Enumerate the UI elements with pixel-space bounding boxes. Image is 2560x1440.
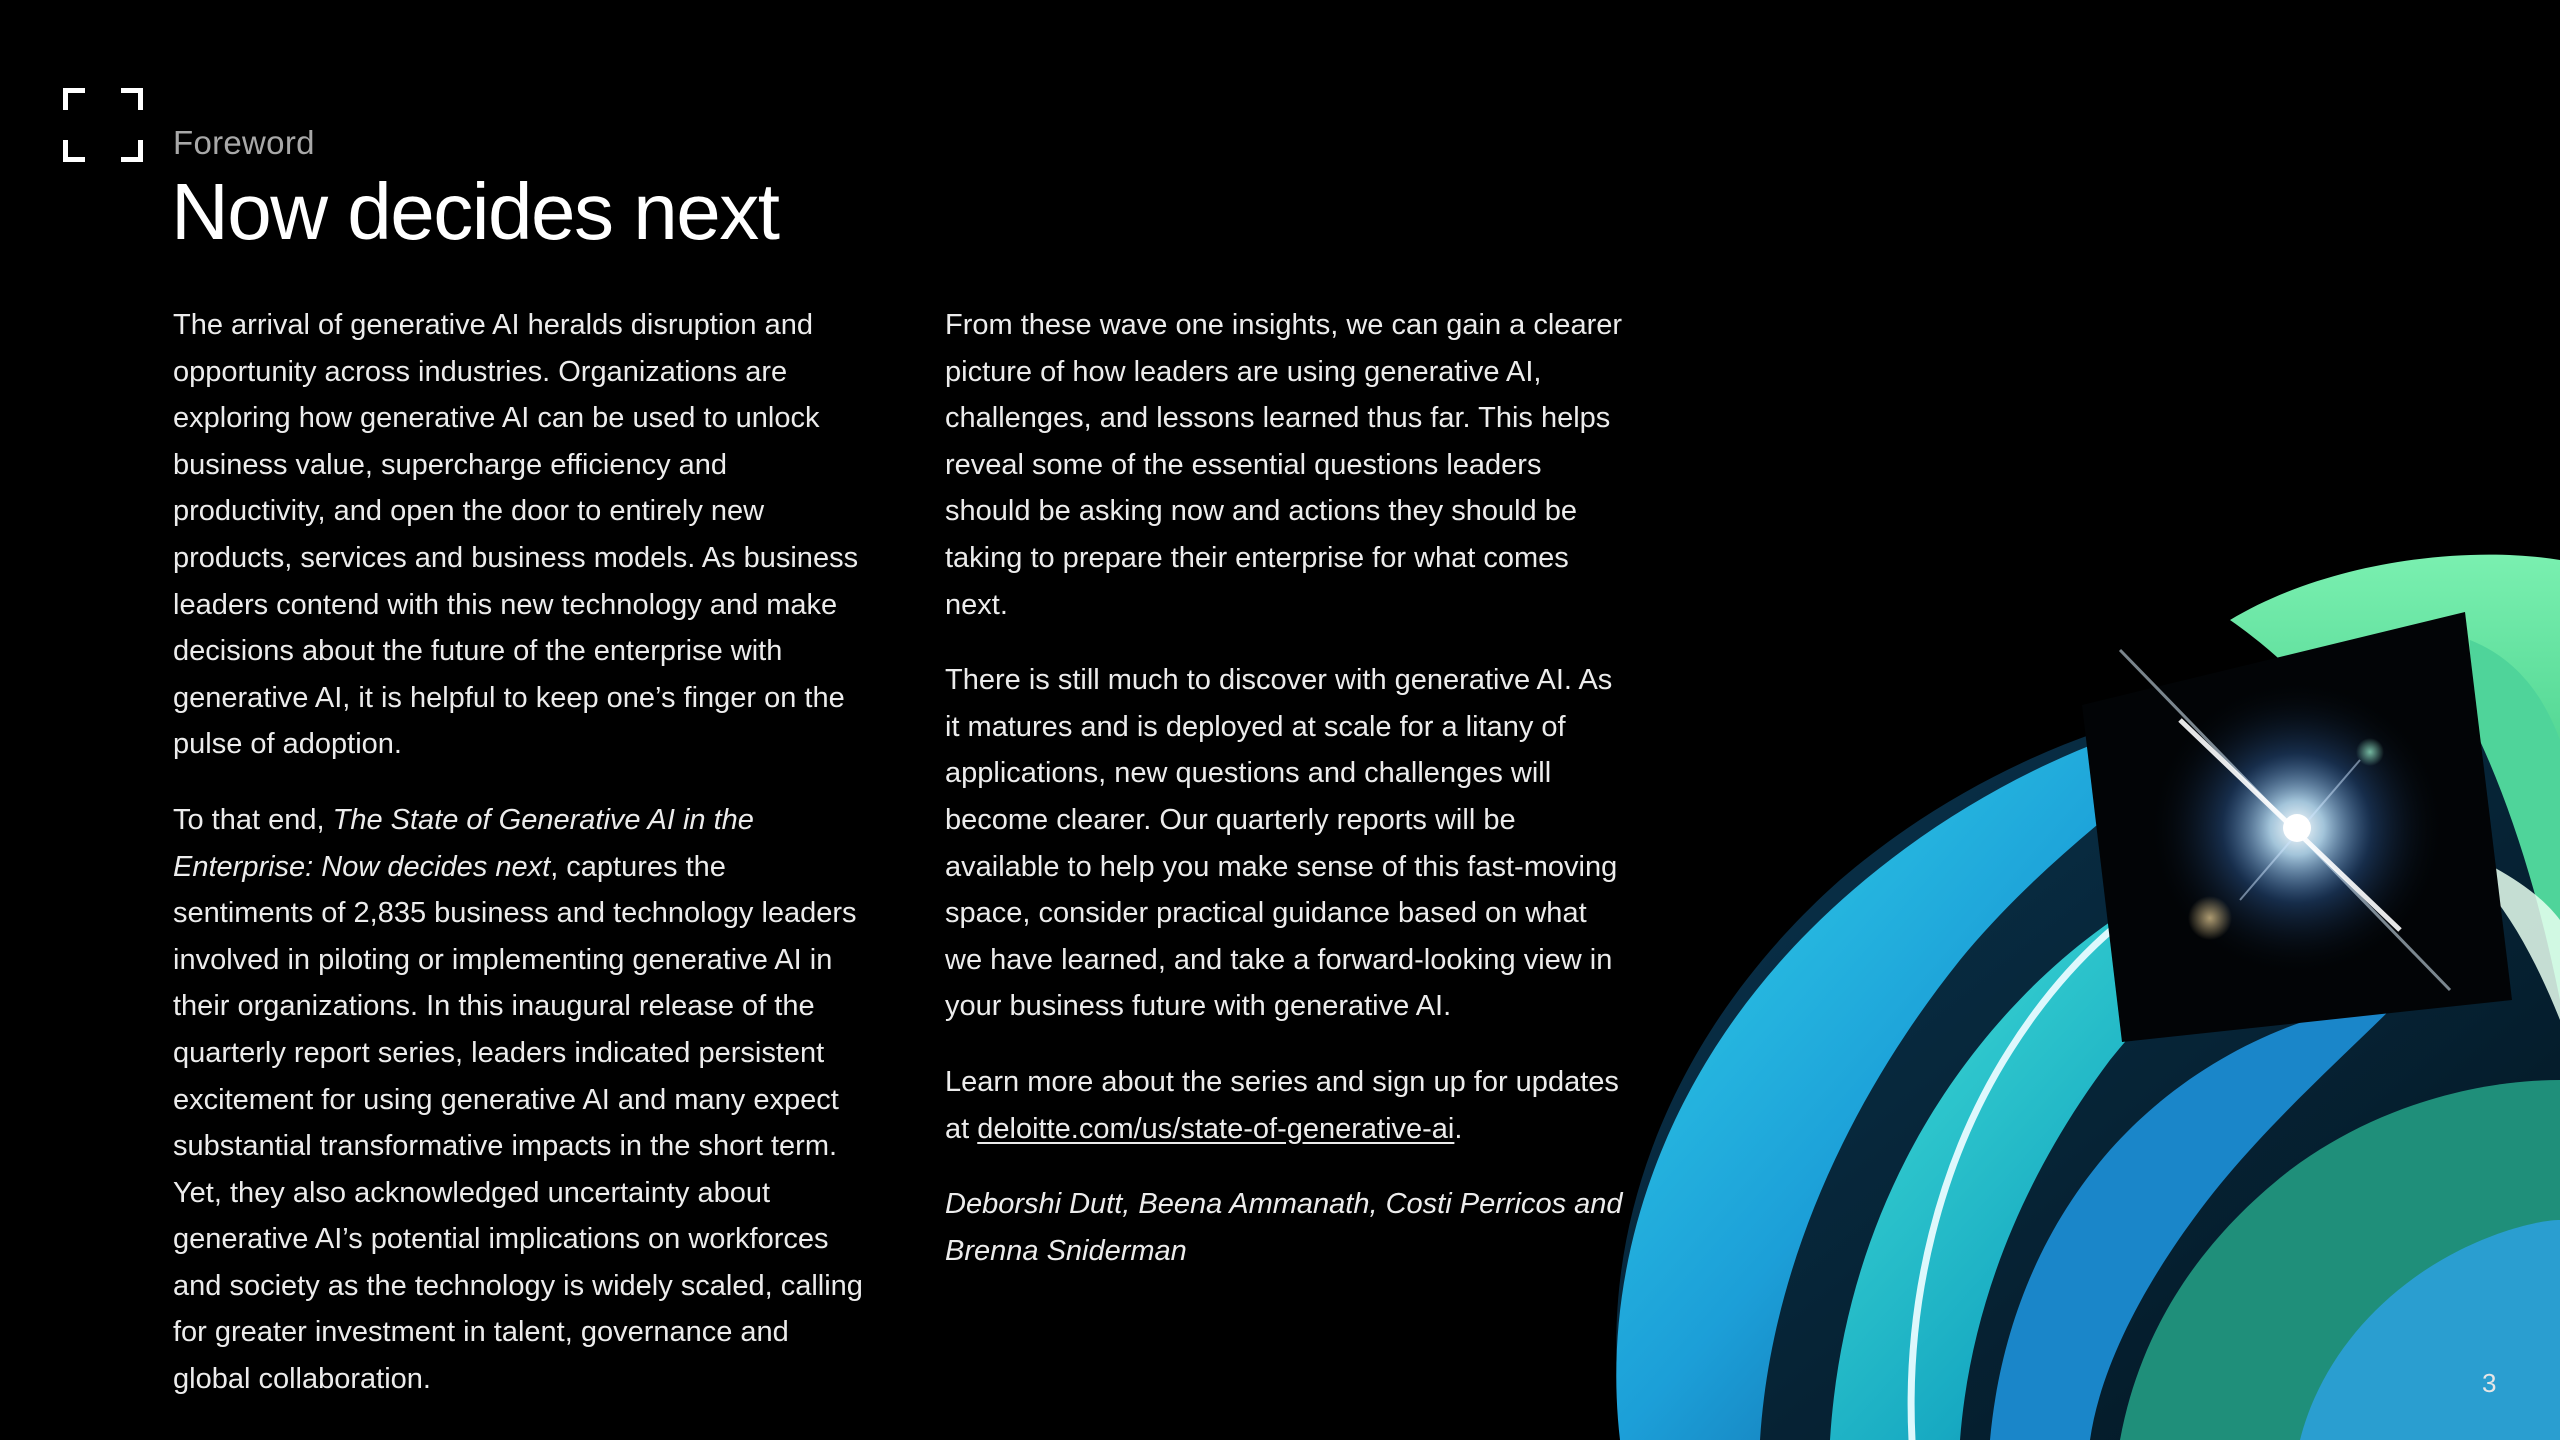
left-column [173,302,873,1432]
authors-byline: Deborshi Dutt, Beena Ammanath, Costi Perricos and Brenna Sniderman [945,1188,1623,1267]
learn-more-text: Learn more about the series and sign up for updates at [945,1065,1619,1145]
report-title: The State of Generative AI in the Enterprise: Now decides next [173,803,754,883]
series-link[interactable]: deloitte.com/us/state-of-generative-ai [977,1112,1455,1145]
right-column [945,302,1630,1303]
discover-paragraph: There is still much to discover with generative AI. As it matures and is deployed at scale for a litany of applications, new questions and challenges will become clearer. Our quarterly reports will be available to help you make sense of this fast-moving space, consider practical guidance based on what we have learned, and take a forward-looking view in your business future with generative AI. [945,664,1618,1023]
learn-more-suffix: . [1454,1112,1463,1145]
intro-paragraph: The arrival of generative AI heralds disruption and opportunity across industries. Organizations are exploring how generative AI can be used to unlock business value, supercharge efficiency and productivity, and open the door to entirely new products, services and business models. As business leaders contend with this new technology and make decisions about the future of the enterprise with generative AI, it is helpful to keep one’s finger on the pulse of adoption. [173,309,859,761]
focus-frame-icon [63,88,143,162]
report-paragraph [173,797,873,1403]
section-kicker: Foreword [173,124,315,161]
report-paragraph-lead: To that end, [173,803,333,836]
page-number: 3 [2482,1368,2497,1398]
report-paragraph-body: , captures the sentiments of 2,835 business and technology leaders involved in piloting or implementing generative AI in their organizations. In this inaugural release of the quarterly report series, leaders indicated persistent excitement for using generative AI and many expect substantial transformative impacts in the short term. Yet, they also acknowledged uncertainty about generative AI’s potential implications on workforces and society as the technology is widely scaled, calling for greater investment in talent, governance and global collaboration. [173,850,863,1396]
page-title: Now decides next [171,167,779,256]
insights-paragraph: From these wave one insights, we can gain a clearer picture of how leaders are using generative AI, challenges, and lessons learned thus far. This helps reveal some of the essential questions leaders should be asking now and actions they should be taking to prepare their enterprise for what comes next. [945,309,1623,621]
learn-more-paragraph [945,1059,1630,1152]
